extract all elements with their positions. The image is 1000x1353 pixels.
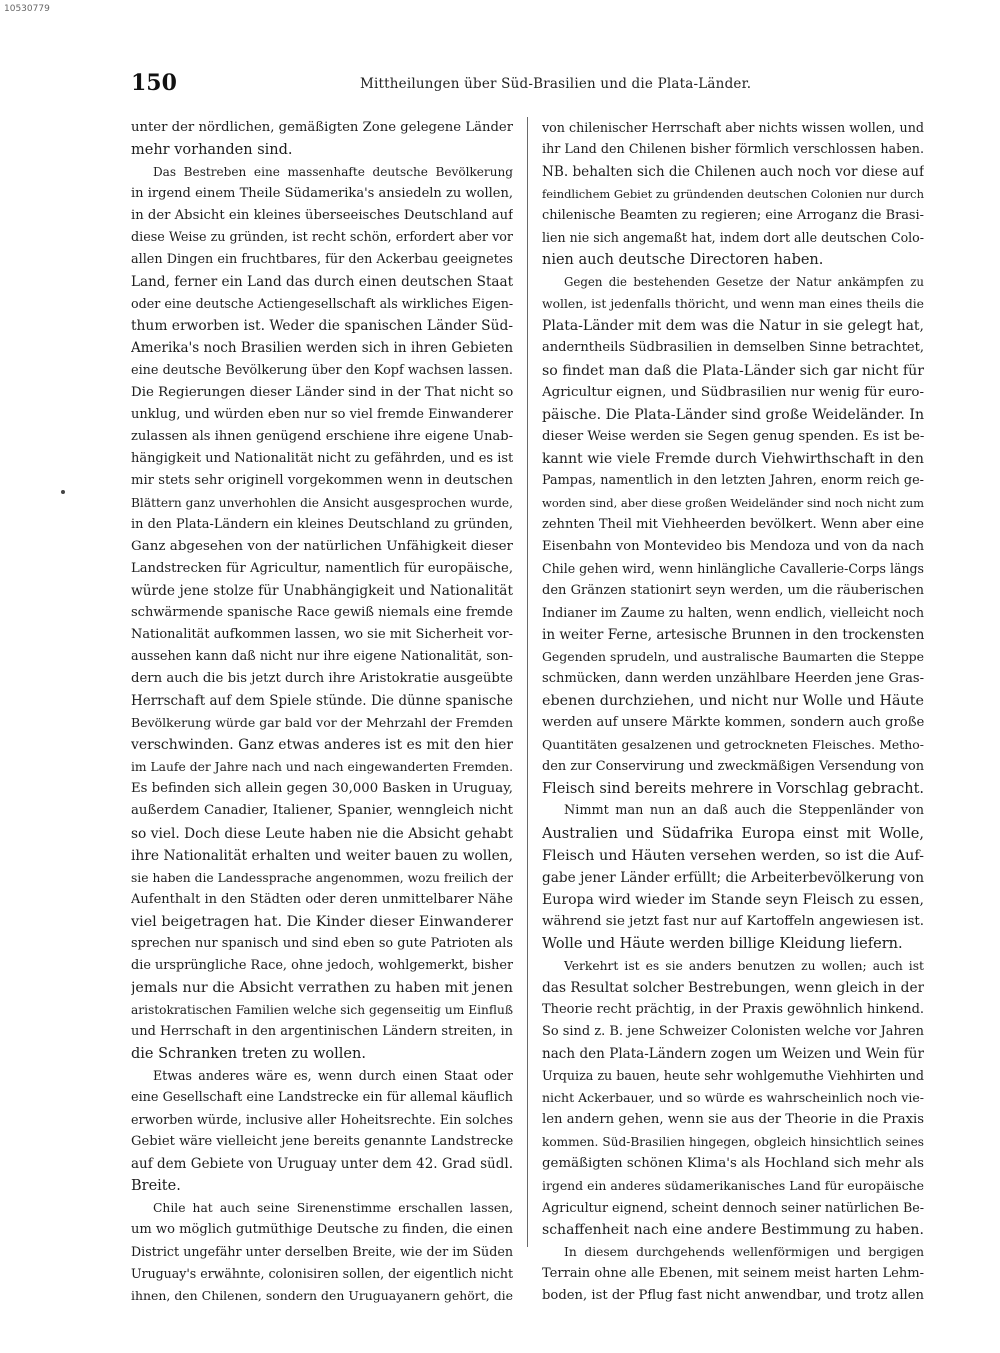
- text-line: aussehen kann daß nicht nur ihre eigene Nationalität, son-: [131, 649, 513, 665]
- running-title: Mittheilungen über Süd-Brasilien und die Plata-Länder.: [360, 76, 752, 92]
- text-line: Aufenthalt in den Städten oder deren unmittelbarer Nähe: [131, 891, 513, 907]
- column-divider: [527, 117, 528, 1247]
- text-line: lien nie sich angemaßt hat, indem dort alle deutschen Colo-: [542, 230, 924, 246]
- text-line: eine Gesellschaft eine Landstrecke ein für allemal käuflich: [131, 1090, 513, 1106]
- text-line: NB. behalten sich die Chilenen auch noch vor diese auf: [542, 164, 924, 181]
- text-line: Wolle und Häute werden billige Kleidung liefern.: [542, 935, 903, 952]
- text-line: So sind z. B. jene Schweizer Colonisten welche vor Jahren: [542, 1023, 924, 1039]
- text-line: kommen. Süd-Brasilien hingegen, obgleich hinsichtlich seines: [542, 1135, 924, 1150]
- text-line: feindlichem Gebiet zu gründenden deutschen Colonien nur durch: [542, 187, 924, 202]
- text-line: District ungefähr unter derselben Breite, wie der im Süden: [131, 1244, 513, 1260]
- text-line: kannt wie viele Fremde durch Viehwirthschaft in den: [542, 450, 924, 467]
- text-line: Agricultur eignen, und Südbrasilien nur wenig für euro-: [542, 384, 924, 400]
- text-line: irgend ein anderes südamerikanisches Land für europäische: [542, 1178, 924, 1194]
- text-line: das Resultat solcher Bestrebungen, wenn gleich in der: [542, 979, 924, 996]
- text-line: aristokratischen Familien welche sich gegenseitig um Einfluß: [131, 1002, 513, 1017]
- text-line: schaffenheit nach eine andere Bestimmung zu haben.: [542, 1222, 924, 1239]
- text-line: len andern gehen, wenn sie aus der Theorie in die Praxis: [542, 1112, 924, 1128]
- text-line: Nationalität aufkommen lassen, wo sie mit Sicherheit vor-: [131, 627, 513, 643]
- left-text-column: [131, 117, 513, 1308]
- text-line: Gegenden sprudeln, und australische Baumarten die Steppe: [542, 649, 924, 665]
- text-line: Fleisch sind bereits mehrere in Vorschlag gebracht.: [542, 781, 924, 798]
- margin-dot: [61, 490, 65, 494]
- text-line: gabe jener Länder erfüllt; die Arbeiterbevölkerung von: [542, 869, 924, 886]
- text-line: in irgend einem Theile Südamerika's ansiedeln zu wollen,: [131, 186, 513, 202]
- text-line: Etwas anderes wäre es, wenn durch einen Staat oder: [153, 1068, 513, 1084]
- text-line: Theorie recht prächtig, in der Praxis gewöhnlich hinkend.: [542, 1001, 924, 1017]
- text-line: dern auch die bis jetzt durch ihre Aristokratie ausgeübte: [131, 671, 513, 687]
- text-line: um wo möglich gutmüthige Deutsche zu finden, die einen: [131, 1222, 513, 1238]
- text-line: Quantitäten gesalzenen und getrockneten Fleisches. Metho-: [542, 737, 924, 753]
- text-line: viel beigetragen hat. Die Kinder dieser Einwanderer: [131, 913, 513, 930]
- text-line: Nimmt man nun an daß auch die Steppenländer von: [564, 803, 924, 819]
- text-line: Gebiet wäre vielleicht jene bereits genannte Landstrecke: [131, 1134, 513, 1150]
- text-line: in der Absicht ein kleines überseeisches Deutschland auf: [131, 208, 513, 224]
- text-line: Das Bestreben eine massenhafte deutsche Bevölkerung: [153, 165, 513, 180]
- text-line: unter der nördlichen, gemäßigten Zone gelegene Länder: [131, 120, 513, 135]
- text-line: worden sind, aber diese großen Weideländer sind noch nicht zum: [542, 495, 924, 510]
- text-line: thum erworben ist. Weder die spanischen Länder Süd-: [131, 318, 513, 335]
- text-line: auf dem Gebiete von Uruguay unter dem 42. Grad südl.: [131, 1156, 513, 1173]
- text-line: Terrain ohne alle Ebenen, mit seinem meist harten Lehm-: [542, 1266, 924, 1282]
- text-line: boden, ist der Pflug fast nicht anwendbar, und trotz allen: [542, 1288, 924, 1304]
- text-line: nach den Plata-Ländern zogen um Weizen und Wein für: [542, 1045, 924, 1062]
- text-line: Ganz abgesehen von der natürlichen Unfähigkeit dieser: [131, 538, 513, 554]
- text-line: Amerika's noch Brasilien werden sich in ihren Gebieten: [131, 340, 513, 357]
- text-line: Chile gehen wird, wenn hinlängliche Cavallerie-Corps längs: [542, 560, 924, 576]
- text-line: diese Weise zu gründen, ist recht schön, erfordert aber vor: [131, 230, 513, 246]
- text-line: Uruguay's erwähnte, colonisiren sollen, der eigentlich nicht: [131, 1266, 513, 1282]
- text-line: ebenen durchziehen, und nicht nur Wolle und Häute: [542, 693, 924, 710]
- text-line: würde jene stolze für Unabhängigkeit und Nationalität: [131, 582, 513, 599]
- text-line: Gegen die bestehenden Gesetze der Natur ankämpfen zu: [564, 275, 924, 290]
- text-line: ihnen, den Chilenen, sondern den Uruguayanern gehört, die: [131, 1288, 513, 1304]
- text-line: den zur Conservirung und zweckmäßigen Versendung von: [542, 759, 924, 775]
- text-line: Australien und Südafrika Europa einst mit Wolle,: [542, 825, 924, 842]
- text-line: verschwinden. Ganz etwas anderes ist es mit den hier: [131, 737, 513, 754]
- text-line: die Schranken treten zu wollen.: [131, 1045, 366, 1062]
- text-line: eine deutsche Bevölkerung über den Kopf wachsen lassen.: [131, 362, 513, 378]
- text-line: so findet man daß die Plata-Länder sich gar nicht für: [542, 362, 924, 379]
- text-line: und Herrschaft in den argentinischen Ländern streiten, in: [131, 1023, 513, 1039]
- text-line: ihre Nationalität erhalten und weiter bauen zu wollen,: [131, 847, 513, 864]
- text-line: in weiter Ferne, artesische Brunnen in den trockensten: [542, 627, 924, 644]
- text-line: außerdem Canadier, Italiener, Spanier, wenngleich nicht: [131, 803, 513, 819]
- text-line: Fleisch und Häuten versehen werden, so ist die Auf-: [542, 847, 924, 864]
- text-line: gemäßigten schönen Klima's als Hochland sich mehr als: [542, 1156, 924, 1172]
- text-line: schmücken, dann werden unzählbare Heerden jene Gras-: [542, 671, 924, 687]
- text-line: allen Dingen ein fruchtbares, für den Ackerbau geeignetes: [131, 252, 513, 268]
- text-line: anderntheils Südbrasilien in demselben Sinne betrachtet,: [542, 340, 924, 356]
- text-line: Urquiza zu bauen, heute sehr wohlgemuthe Viehhirten und: [542, 1068, 924, 1084]
- text-line: mehr vorhanden sind.: [131, 142, 293, 159]
- right-text-column: [542, 117, 924, 1308]
- text-line: In diesem durchgehends wellenförmigen und bergigen: [564, 1245, 924, 1260]
- text-line: Herrschaft auf dem Spiele stünde. Die dünne spanische: [131, 693, 513, 710]
- scan-id-label: 10530779: [4, 4, 50, 14]
- text-line: von chilenischer Herrschaft aber nichts wissen wollen, und: [542, 120, 924, 135]
- text-line: sie haben die Landessprache angenommen, wozu freilich der: [131, 870, 513, 885]
- text-line: Agricultur eignend, scheint dennoch seiner natürlichen Be-: [542, 1200, 924, 1216]
- text-line: oder eine deutsche Actiengesellschaft als wirkliches Eigen-: [131, 296, 513, 312]
- text-line: päische. Die Plata-Länder sind große Weideländer. In: [542, 406, 924, 423]
- text-line: Landstrecken für Agricultur, namentlich für europäische,: [131, 560, 513, 576]
- text-line: werden auf unsere Märkte kommen, sondern auch große: [542, 715, 924, 731]
- text-line: Blättern ganz unverhohlen die Ansicht ausgesprochen wurde,: [131, 495, 513, 510]
- text-line: zehnten Theil mit Viehheerden bevölkert. Wenn aber eine: [542, 516, 924, 532]
- text-line: den Gränzen stationirt seyn werden, um die räuberischen: [542, 582, 924, 598]
- text-line: Chile hat auch seine Sirenenstimme erschallen lassen,: [153, 1201, 513, 1216]
- text-line: Europa wird wieder im Stande seyn Fleisch zu essen,: [542, 891, 924, 908]
- text-line: Breite.: [131, 1178, 181, 1195]
- text-line: sprechen nur spanisch und sind eben so gute Patrioten als: [131, 935, 513, 951]
- page-number: 150: [131, 70, 177, 96]
- text-line: Verkehrt ist es sie anders benutzen zu wollen; auch ist: [564, 958, 924, 973]
- text-line: schwärmende spanische Race gewiß niemals eine fremde: [131, 605, 513, 621]
- text-line: ihr Land den Chilenen bisher förmlich verschlossen haben.: [542, 142, 924, 158]
- text-line: in den Plata-Ländern ein kleines Deutschland zu gründen,: [131, 516, 513, 532]
- text-line: Die Regierungen dieser Länder sind in der That nicht so: [131, 384, 513, 400]
- text-line: Plata-Länder mit dem was die Natur in sie gelegt hat,: [542, 318, 924, 335]
- text-line: im Laufe der Jahre nach und nach eingewanderten Fremden.: [131, 760, 513, 775]
- text-line: nicht Ackerbauer, und so würde es wahrscheinlich noch vie-: [542, 1090, 924, 1106]
- text-line: die ursprüngliche Race, ohne jedoch, wohlgemerkt, bisher: [131, 957, 513, 973]
- text-line: so viel. Doch diese Leute haben nie die Absicht gehabt: [131, 825, 513, 842]
- text-line: mir stets sehr originell vorgekommen wenn in deutschen: [131, 472, 513, 488]
- text-line: während sie jetzt fast nur auf Kartoffeln angewiesen ist.: [542, 913, 924, 929]
- text-line: Eisenbahn von Montevideo bis Mendoza und von da nach: [542, 538, 924, 554]
- text-line: Es befinden sich allein gegen 30,000 Basken in Uruguay,: [131, 781, 513, 797]
- text-line: hängigkeit und Nationalität nicht zu gefährden, und es ist: [131, 450, 513, 466]
- text-line: Land, ferner ein Land das durch einen deutschen Staat: [131, 274, 513, 291]
- text-line: wollen, ist jedenfalls thöricht, und wenn man eines theils die: [542, 297, 924, 312]
- text-line: nien auch deutsche Directoren haben.: [542, 252, 824, 269]
- text-line: jemals nur die Absicht verrathen zu haben mit jenen: [131, 979, 513, 996]
- text-line: chilenische Beamten zu regieren; eine Arroganz die Brasi-: [542, 208, 924, 224]
- text-line: dieser Weise werden sie Segen genug spenden. Es ist be-: [542, 428, 924, 444]
- text-line: Bevölkerung würde gar bald vor der Mehrzahl der Fremden: [131, 715, 513, 731]
- text-line: zulassen als ihnen genügend erschiene ihre eigene Unab-: [131, 428, 513, 444]
- text-line: Indianer im Zaume zu halten, wenn endlich, vielleicht noch: [542, 605, 924, 621]
- text-line: unklug, und würden eben nur so viel fremde Einwanderer: [131, 406, 513, 422]
- text-line: Pampas, namentlich in den letzten Jahren, enorm reich ge-: [542, 472, 924, 488]
- text-line: erworben würde, inclusive aller Hoheitsrechte. Ein solches: [131, 1112, 513, 1128]
